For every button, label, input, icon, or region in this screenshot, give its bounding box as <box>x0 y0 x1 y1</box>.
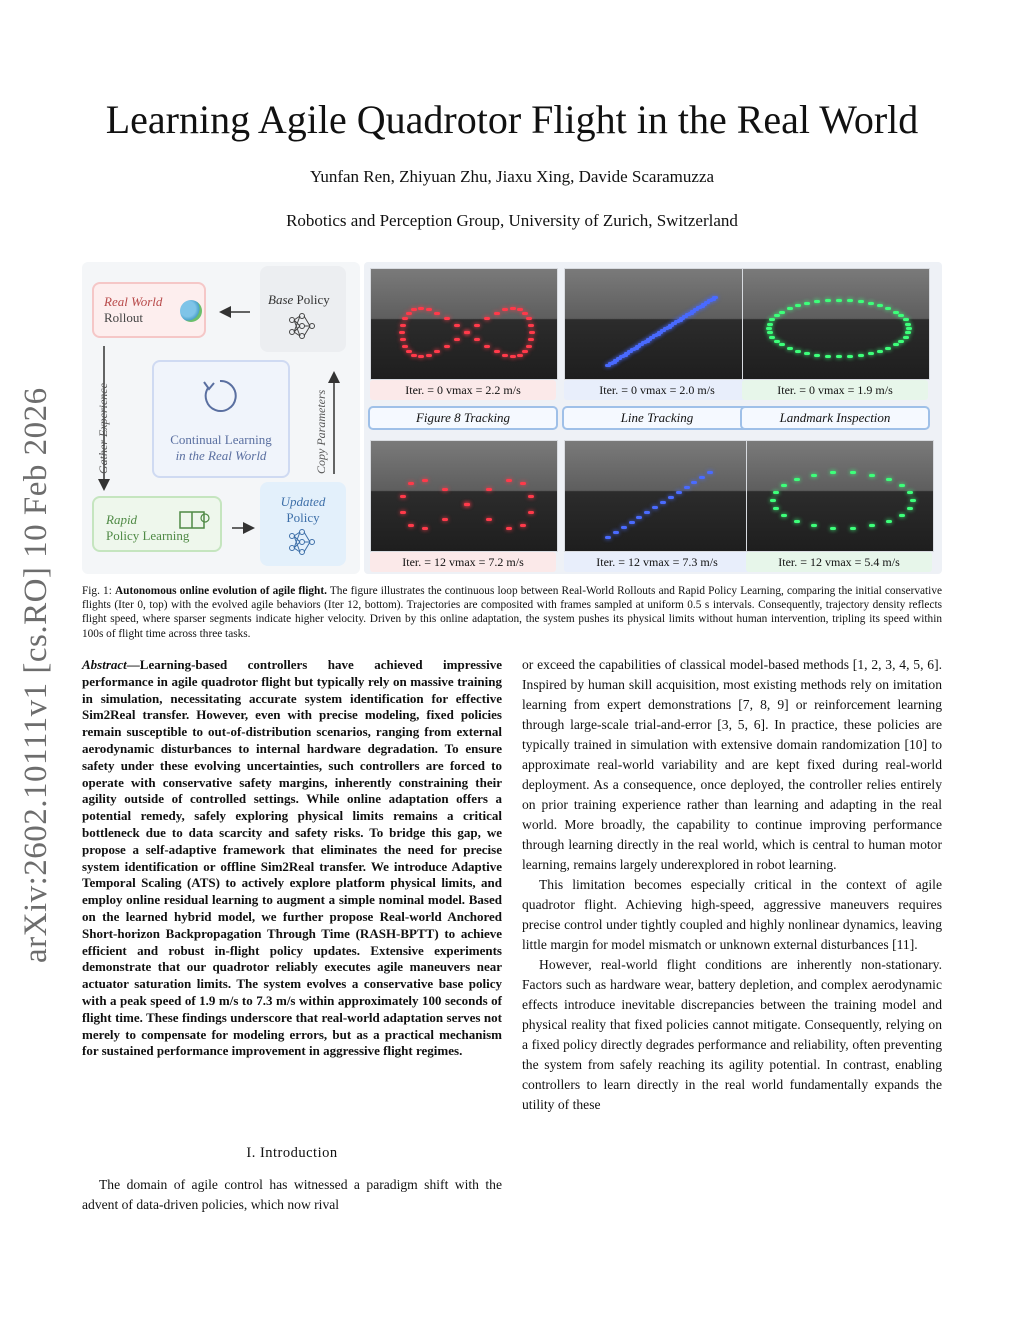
trajectory-point <box>613 531 619 534</box>
trajectory-point <box>454 338 460 341</box>
trajectory-point <box>903 318 909 321</box>
trajectory-point <box>825 299 831 302</box>
trajectory-point <box>885 347 891 350</box>
trajectory-point <box>691 481 697 484</box>
abstract-lead: Abstract <box>82 657 127 672</box>
trajectory-point <box>526 345 532 348</box>
trajectory-point <box>811 524 817 527</box>
trajectory-point <box>767 323 773 326</box>
trajectory-point <box>893 343 899 346</box>
copy-parameters-label: Copy Parameters <box>314 389 328 474</box>
photo-figure8-iter0 <box>370 268 558 380</box>
rapid-label: Rapid <box>106 512 138 527</box>
trajectory-point <box>474 324 480 327</box>
trajectory-point <box>795 304 801 307</box>
real-world-label: Real World <box>104 294 163 309</box>
trajectory-point <box>474 338 480 341</box>
task-label-landmark: Landmark Inspection <box>740 406 930 430</box>
trajectory-point <box>699 476 705 479</box>
author-list: Yunfan Ren, Zhiyuan Zhu, Jiaxu Xing, Davide Scaramuzza <box>309 167 715 186</box>
trajectory-point <box>464 331 470 334</box>
trajectory-point <box>684 486 690 489</box>
trajectory-point <box>712 296 718 299</box>
task-label-figure8: Figure 8 Tracking <box>368 406 558 430</box>
trajectory-point <box>486 518 492 521</box>
trajectory-point <box>910 499 916 502</box>
arxiv-side-stamp: arXiv:2602.10111v1 [cs.RO] 10 Feb 2026 <box>18 387 54 963</box>
trajectory-point <box>486 488 492 491</box>
trajectory-point <box>502 308 508 311</box>
trajectory-point <box>774 314 780 317</box>
continual-learning-label: Continual Learning in the Real World <box>170 432 272 463</box>
trajectory-point <box>442 488 448 491</box>
caption-landmark-iter12: Iter. = 12 vmax = 5.4 m/s <box>746 552 932 572</box>
intro-paragraph-2: This limitation becomes especially critical in the context of agile quadrotor flight. Achieving high-speed, aggressive maneuvers requires precise control under tightly coupled and highly nonlinear dynamics, leaving little margin for model mismatch or unknown external disturbances [11]. <box>522 877 942 952</box>
trajectory-point <box>905 331 911 334</box>
trajectory-point <box>898 340 904 343</box>
trajectory-point <box>402 345 408 348</box>
caption-line-iter12: Iter. = 12 vmax = 7.3 m/s <box>564 552 750 572</box>
trajectory-point <box>660 501 666 504</box>
trajectory-point <box>411 354 417 357</box>
trajectory-point <box>406 350 412 353</box>
trajectory-point <box>877 350 883 353</box>
right-column-text <box>522 655 942 1115</box>
trajectory-point <box>444 317 450 320</box>
continual-learning-box <box>152 360 290 478</box>
trajectory-point <box>886 520 892 523</box>
trajectory-point <box>652 506 658 509</box>
trajectory-point <box>781 514 787 517</box>
abstract-text: —Learning-based controllers have achieved impressive performance in agile quadrotor flight but typically rely on massive training in simulation, necessitating accurate system identification for effective Sim2Real transfer. However, even with precise modeling, fixed policies remain susceptible to out-of-distribution scenarios, ranging from external aerodynamic disturbances to internal hardware degradation. To ensure safety under these evolving uncertainties, such controllers are forced to operate with conservative safety margins, inherently constraining their agility outside of controlled settings. While online adaptation offers a potential remedy, safely exploring physical limits remains a critical bottleneck due to data scarcity and safety risks. To bridge this gap, we propose a self-adaptive framework that eliminates the need for precise system identification or offline Sim2Real transfer. We introduce Adaptive Temporal Scaling (ATS) to actively explore platform physical limits, and employ online residual learning to augment a simple nominal model. Based on the learned hybrid model, we further propose Real-world Anchored Short-horizon Backpropagation Through Time (RASH-BPTT) to achieve efficient and robust in-flight policy updates. Extensive experiments demonstrate that our quadrotor reliably executes agile maneuvers near actuator saturation limits. The system evolves a conservative base policy with a peak speed of 1.9 m/s to 7.3 m/s within approximately 100 seconds of flight time. These findings underscore that real-world adaptation serves not merely to compensate for modeling errors, but as a practical mechanism for sustained performance improvement in aggressive flight regimes. <box>82 657 502 1059</box>
policy-learning-label: Policy Learning <box>106 528 190 543</box>
trajectory-point <box>787 347 793 350</box>
updated-label: Updated <box>280 494 326 509</box>
photo-figure8-iter12 <box>370 440 558 552</box>
trajectory-point <box>422 527 428 530</box>
trajectory-point <box>464 503 470 506</box>
trajectory-point <box>502 354 508 357</box>
trajectory-point <box>408 524 414 527</box>
trajectory-point <box>773 491 779 494</box>
trajectory-point <box>886 478 892 481</box>
neural-network-icon <box>288 312 316 340</box>
trajectory-point <box>510 355 516 358</box>
trajectory-point <box>528 324 534 327</box>
trajectory-point <box>804 302 810 305</box>
photo-line-iter0 <box>564 268 752 380</box>
trajectory-point <box>494 350 500 353</box>
trajectory-point <box>766 327 772 330</box>
trajectory-point <box>418 307 424 310</box>
intro-paragraph-1: or exceed the capabilities of classical model-based methods [1, 2, 3, 4, 5, 6]. Inspired by human skill acquisition, most existing methods rely on imitation learning from expert demonstrations [7, 8, 9] or reinforcement learning through large-scale trial-and-error [3, 5, 6]. In practice, these policies are typically trained in simulation with extensive domain randomization [10] to approximate real-world variability and are kept fixed during real-world deployment. As a consequence, once deployed, the controller relies entirely on prior training experience rather than learning and adapting in the real world. More broadly, the capability to continue improving performance through learning directly in the real world, which is central to human motor learning, remains largely underexplored in robot learning. <box>522 657 942 872</box>
affiliation: Robotics and Perception Group, University of Zurich, Switzerland <box>286 211 738 230</box>
trajectory-point <box>454 324 460 327</box>
book-icon <box>178 508 210 532</box>
trajectory-point <box>668 496 674 499</box>
trajectory-point <box>903 336 909 339</box>
trajectory-point <box>836 299 842 302</box>
trajectory-point <box>769 336 775 339</box>
intro-paragraph-left: The domain of agile control has witnessed a paradigm shift with the advent of data-driven policies, which now rival <box>82 1177 502 1212</box>
trajectory-point <box>529 331 535 334</box>
trajectory-point <box>868 352 874 355</box>
caption-line-iter0: Iter. = 0 vmax = 2.0 m/s <box>564 380 750 400</box>
trajectory-point <box>517 308 523 311</box>
caption-figure8-iter12: Iter. = 12 vmax = 7.2 m/s <box>370 552 556 572</box>
trajectory-point <box>422 479 428 482</box>
intro-paragraph-3: However, real-world flight conditions are inherently non-stationary. Factors such as hardware wear, battery depletion, and complex aerodynamic effects introduce inevitable discrepancies between the training model and physical reality that fixed policies cannot mitigate. Consequently, relying on a fixed policy directly degrades performance and reliability, often preventing the system from safely reaching its agility potential. In contrast, enabling controllers to learn directly in the real world fundamentally expands the utility of these <box>522 957 942 1112</box>
refresh-cycle-icon <box>198 374 242 418</box>
rollout-label: Rollout <box>104 310 144 325</box>
trajectory-point <box>869 524 875 527</box>
task-label-line: Line Tracking <box>562 406 752 430</box>
trajectory-point <box>510 307 516 310</box>
trajectory-point <box>794 520 800 523</box>
trajectory-point <box>434 350 440 353</box>
trajectory-point <box>804 352 810 355</box>
trajectory-point <box>426 308 432 311</box>
trajectory-point <box>408 482 414 485</box>
trajectory-point <box>526 317 532 320</box>
trajectory-point <box>444 345 450 348</box>
caption-landmark-iter0: Iter. = 0 vmax = 1.9 m/s <box>742 380 928 400</box>
trajectory-point <box>707 471 713 474</box>
trajectory-point <box>773 507 779 510</box>
trajectory-point <box>899 484 905 487</box>
trajectory-point <box>528 495 534 498</box>
trajectory-point <box>644 511 650 514</box>
trajectory-point <box>400 511 406 514</box>
abstract <box>82 657 502 1060</box>
trajectory-point <box>830 527 836 530</box>
globe-icon <box>180 300 202 322</box>
trajectory-point <box>825 355 831 358</box>
real-world-rollout-box <box>92 282 206 338</box>
trajectory-point <box>905 323 911 326</box>
trajectory-point <box>517 354 523 357</box>
trajectory-point <box>418 355 424 358</box>
photo-landmark-iter0 <box>742 268 930 380</box>
trajectory-point <box>781 484 787 487</box>
caption-figure8-iter0: Iter. = 0 vmax = 2.2 m/s <box>370 380 556 400</box>
photo-line-iter12 <box>564 440 752 552</box>
trajectory-point <box>426 354 432 357</box>
trajectory-point <box>885 307 891 310</box>
trajectory-point <box>814 354 820 357</box>
trajectory-point <box>636 516 642 519</box>
trajectory-point <box>795 350 801 353</box>
learning-loop-diagram <box>82 262 360 574</box>
paper-title: Learning Agile Quadrotor Flight in the Real World <box>105 97 919 142</box>
trajectory-point <box>400 338 406 341</box>
trajectory-point <box>484 317 490 320</box>
trajectory-point <box>907 491 913 494</box>
trajectory-point <box>774 340 780 343</box>
trajectory-point <box>847 299 853 302</box>
gather-experience-label: Gather Experience <box>96 383 110 474</box>
trajectory-point <box>434 312 440 315</box>
trajectory-point <box>769 318 775 321</box>
trajectory-point <box>522 312 528 315</box>
trajectory-point <box>858 300 864 303</box>
trajectory-point <box>850 527 856 530</box>
trajectory-point <box>858 354 864 357</box>
flight-photo-grid <box>364 262 942 574</box>
neural-network-icon <box>288 528 316 556</box>
updated-policy-box <box>260 482 346 566</box>
trajectory-point <box>779 311 785 314</box>
trajectory-point <box>836 355 842 358</box>
trajectory-point <box>868 302 874 305</box>
trajectory-point <box>847 355 853 358</box>
trajectory-point <box>484 345 490 348</box>
trajectory-point <box>830 471 836 474</box>
trajectory-point <box>811 474 817 477</box>
trajectory-point <box>442 518 448 521</box>
trajectory-point <box>629 521 635 524</box>
trajectory-point <box>906 327 912 330</box>
trajectory-point <box>528 338 534 341</box>
trajectory-point <box>907 507 913 510</box>
base-policy-box <box>260 266 346 352</box>
figure-caption: Fig. 1: Autonomous online evolution of agile flight. The figure illustrates the continuous loop between Real-World Rollouts and Rapid Policy Learning, comparing the initial conservative flights (Iter 0, top) with the evolved agile behaviors (Iter 12, bottom). Trajectories are composited with frames sampled at uniform 0.5 s intervals. Consequently, trajectory density reflects flight speed, where sparser segments indicate higher velocity. Driven by this online adaptation, the system pushes its physical limits without human intervention, tripling its speed within 100s of flight time across three tasks. <box>82 585 942 640</box>
trajectory-point <box>770 499 776 502</box>
trajectory-point <box>893 311 899 314</box>
trajectory-point <box>605 536 611 539</box>
policy-label: Policy <box>286 510 320 525</box>
trajectory-point <box>399 331 405 334</box>
trajectory-point <box>621 526 627 529</box>
trajectory-point <box>522 350 528 353</box>
base-policy-label: Base Policy <box>268 292 330 307</box>
trajectory-point <box>411 308 417 311</box>
trajectory-point <box>899 514 905 517</box>
trajectory-point <box>494 312 500 315</box>
rapid-policy-learning-box <box>92 496 222 552</box>
trajectory-point <box>787 307 793 310</box>
trajectory-point <box>528 511 534 514</box>
trajectory-point <box>814 300 820 303</box>
trajectory-point <box>402 317 408 320</box>
trajectory-point <box>506 479 512 482</box>
trajectory-point <box>779 343 785 346</box>
trajectory-point <box>400 324 406 327</box>
trajectory-point <box>520 524 526 527</box>
trajectory-point <box>898 314 904 317</box>
trajectory-point <box>850 471 856 474</box>
trajectory-point <box>767 331 773 334</box>
trajectory-point <box>506 527 512 530</box>
trajectory-point <box>869 474 875 477</box>
trajectory-point <box>877 304 883 307</box>
section-heading-introduction: I. Introduction <box>246 1145 338 1161</box>
photo-landmark-iter12 <box>746 440 934 552</box>
trajectory-point <box>794 478 800 481</box>
trajectory-point <box>406 312 412 315</box>
trajectory-point <box>400 495 406 498</box>
trajectory-point <box>520 482 526 485</box>
trajectory-point <box>676 491 682 494</box>
